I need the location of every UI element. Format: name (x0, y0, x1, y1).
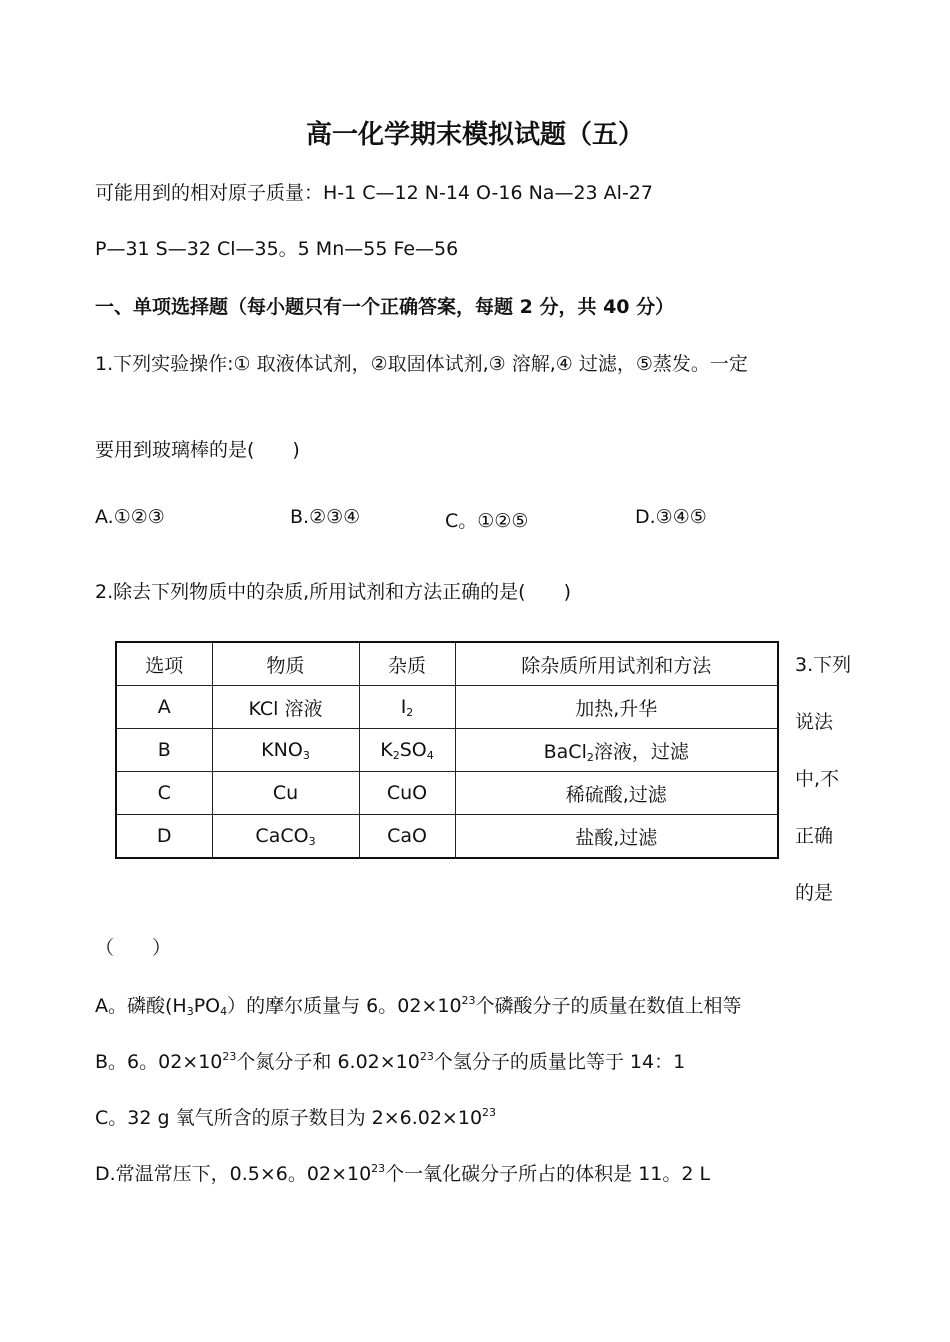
section-heading: 一、单项选择题（每小题只有一个正确答案，每题 2 分，共 40 分） (95, 296, 675, 318)
question-3-stem-part: 正确 (795, 825, 834, 847)
question-1-option-c: C。①②⑤ (445, 510, 529, 532)
method-cell: 盐酸,过滤 (455, 815, 778, 859)
question-2-stem: 2.除去下列物质中的杂质,所用试剂和方法正确的是( ) (95, 581, 571, 603)
question-3-stem-part: 的是 (795, 882, 834, 904)
table-row (116, 815, 778, 859)
question-3-stem-part: 3.下列 (795, 654, 852, 676)
method-cell: 加热,升华 (455, 686, 778, 729)
page-title: 高一化学期末模拟试题（五） (305, 120, 644, 150)
option-cell: A (116, 686, 212, 729)
question-3-answer-paren: （ ） (95, 937, 172, 959)
option-cell: B (116, 729, 212, 772)
atomic-mass-line-1: 可能用到的相对原子质量：H-1 C—12 N-14 O-16 Na—23 Al-27 (95, 182, 653, 204)
option-cell: C (116, 772, 212, 815)
substance-cell: KCl 溶液 (212, 686, 359, 729)
substance-cell: Cu (212, 772, 359, 815)
impurity-cell: $I_2$ (359, 686, 455, 729)
question-1-stem-line-2: 要用到玻璃棒的是( ) (95, 439, 300, 461)
question-3-option-c: C。32 g 氧气所含的原子数目为 $2\times 6.02\times 10^{23}$ (95, 1106, 497, 1129)
question-1-option-a: A.①②③ (95, 506, 165, 528)
atomic-mass-line-2: P—31 S—32 Cl—35。5 Mn—55 Fe—56 (95, 238, 459, 260)
method-cell: BaCl$_2$溶液，过滤 (455, 729, 778, 772)
table-row (116, 686, 778, 729)
table-row (116, 772, 778, 815)
options-table (115, 641, 779, 859)
substance-cell: $KNO_3$ (212, 729, 359, 772)
table-header-row (116, 642, 778, 686)
header-cell: 杂质 (359, 642, 455, 686)
table-row (116, 729, 778, 772)
question-3-stem-part: 中,不 (795, 768, 840, 790)
question-3-stem-part: 说法 (795, 711, 834, 733)
impurity-cell: CuO (359, 772, 455, 815)
impurity-cell: $K_2SO_4$ (359, 729, 455, 772)
question-1-stem-line-1: 1.下列实验操作:① 取液体试剂，②取固体试剂,③ 溶解,④ 过滤，⑤蒸发。一定 (95, 353, 748, 375)
option-cell: D (116, 815, 212, 859)
question-3-option-a: A。磷酸$(H_3PO_4)$的摩尔质量与 6。$02\times 10^{23}$个磷酸分子的质量在数值上相等 (95, 994, 742, 1018)
question-1-option-d: D.③④⑤ (635, 506, 707, 528)
question-1-option-b: B.②③④ (290, 506, 361, 528)
method-cell: 稀硫酸,过滤 (455, 772, 778, 815)
question-3-option-d: D.常温常压下，0.5×6。$02\times 10^{23}$个一氧化碳分子所占的体积是 11。2 L (95, 1162, 711, 1185)
header-cell: 除杂质所用试剂和方法 (455, 642, 778, 686)
header-cell: 物质 (212, 642, 359, 686)
question-3-option-b: B。6。$02\times 10^{23}$个氮分子和 $6.02\times 10^{23}$个氢分子的质量比等于 14：1 (95, 1050, 686, 1073)
header-cell: 选项 (116, 642, 212, 686)
substance-cell: CaCO$_3$ (212, 815, 359, 859)
impurity-cell: CaO (359, 815, 455, 859)
